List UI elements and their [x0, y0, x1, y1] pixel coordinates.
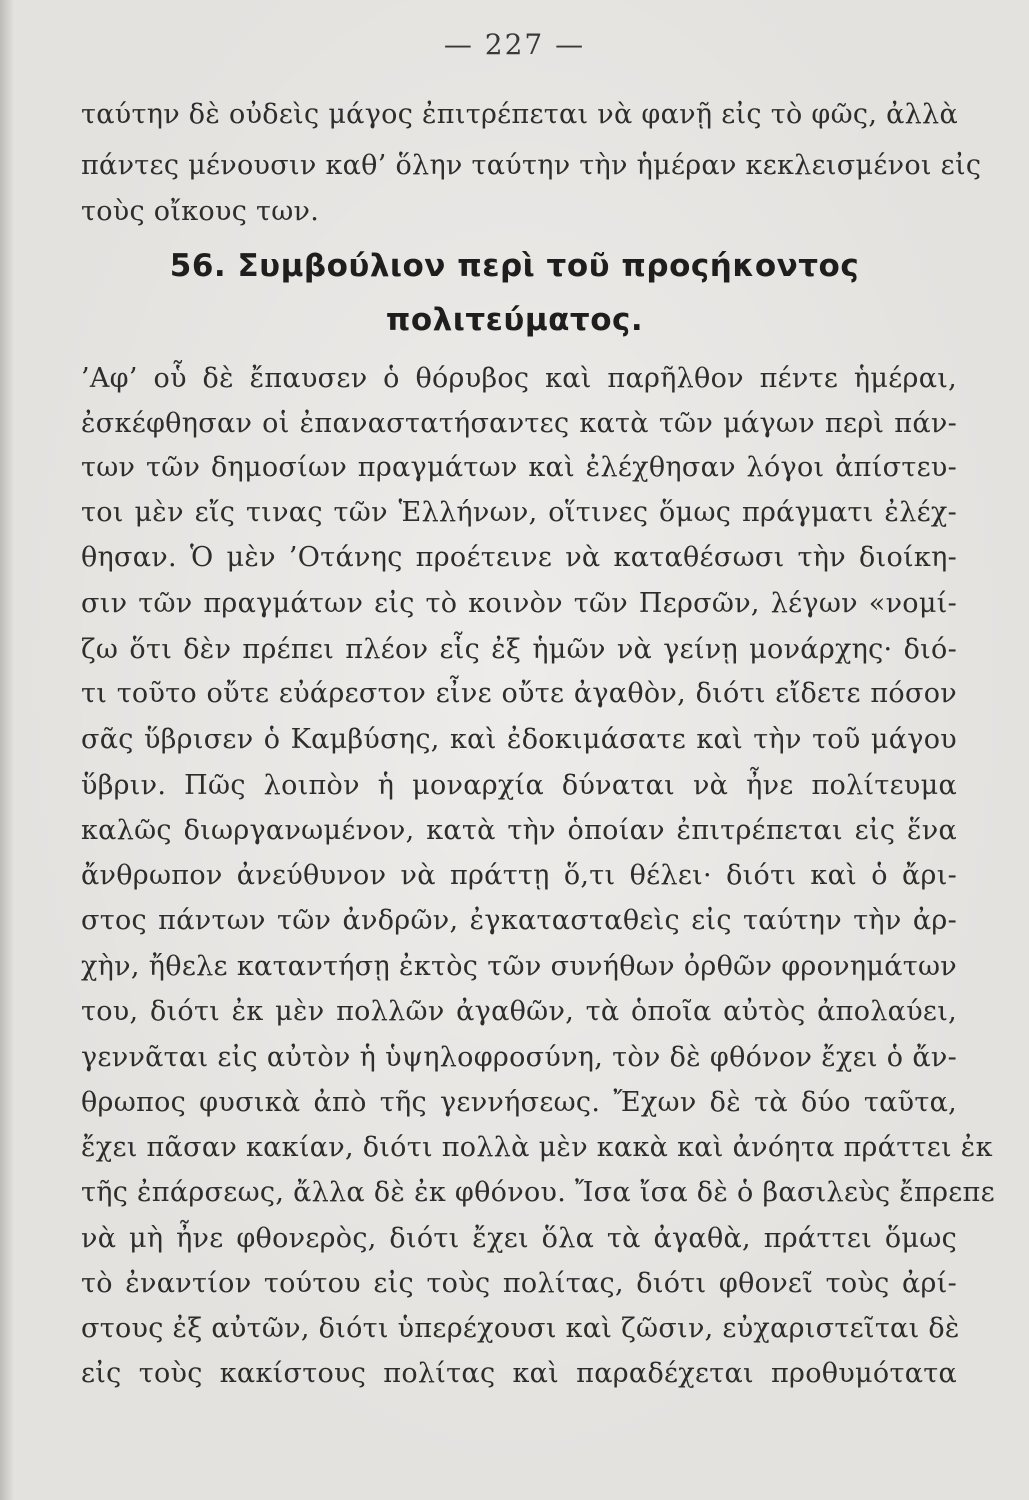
body-line: θησαν. Ὁ μὲν ’Οτάνης προέτεινε νὰ καταθέσωσι τὴν διοίκη- — [81, 542, 957, 573]
body-line: στους ἐξ αὐτῶν, διότι ὑπερέχουσι καὶ ζῶσιν, εὐχαριστεῖται δὲ — [81, 1313, 960, 1344]
body-line: ἐσκέφθησαν οἱ ἐπαναστατήσαντες κατὰ τῶν μάγων περὶ πάν- — [81, 408, 957, 439]
body-line: τῆς ἐπάρσεως, ἄλλα δὲ ἐκ φθόνου. Ἴσα ἴσα δὲ ὁ βασιλεὺς ἔπρεπε — [81, 1177, 995, 1208]
body-line: του, διότι ἐκ μὲν πολλῶν ἀγαθῶν, τὰ ὁποῖα αὐτὸς ἀπολαύει, — [81, 996, 957, 1027]
body-line: ὕβριν. Πῶς λοιπὸν ἡ μοναρχία δύναται νὰ ἦνε πολίτευμα — [81, 770, 957, 801]
body-line: ἔχει πᾶσαν κακίαν, διότι πολλὰ μὲν κακὰ καὶ ἀνόητα πράττει ἐκ — [81, 1132, 993, 1163]
body-line: ζω ὅτι δὲν πρέπει πλέον εἷς ἐξ ἡμῶν νὰ γείνῃ μονάρχης· διό- — [81, 634, 957, 665]
body-line: σιν τῶν πραγμάτων εἰς τὸ κοινὸν τῶν Περσῶν, λέγων «νομί- — [81, 588, 957, 619]
intro-line: τοὺς οἴκους των. — [81, 196, 320, 227]
body-line: τὸ ἐναντίον τούτου εἰς τοὺς πολίτας, διότι φθονεῖ τοὺς ἀρί- — [81, 1268, 957, 1299]
body-line: ’Αφ’ οὗ δὲ ἔπαυσεν ὁ θόρυβος καὶ παρῆλθον πέντε ἡμέραι, — [81, 363, 957, 394]
intro-line: πάντες μένουσιν καθ’ ὅλην ταύτην τὴν ἡμέραν κεκλεισμένοι εἰς — [81, 150, 982, 181]
body-line: θρωπος φυσικὰ ἀπὸ τῆς γεννήσεως. Ἔχων δὲ τὰ δύο ταῦτα, — [81, 1087, 957, 1118]
body-line: τοι μὲν εἴς τινας τῶν Ἑλλήνων, οἵτινες ὅμως πράγματι ἐλέχ- — [81, 497, 957, 528]
section-heading-line-2: πολιτεύματος. — [385, 302, 644, 338]
body-line: χὴν, ἤθελε καταντήσῃ ἐκτὸς τῶν συνήθων ὀρθῶν φρονημάτων — [81, 951, 957, 982]
intro-line: ταύτην δὲ οὐδεὶς μάγος ἐπιτρέπεται νὰ φανῇ εἰς τὸ φῶς, ἀλλὰ — [81, 99, 958, 130]
body-line: γεννᾶται εἰς αὐτὸν ἡ ὑψηλοφροσύνη, τὸν δὲ φθόνον ἔχει ὁ ἄν- — [81, 1042, 957, 1073]
page-edge-shadow — [0, 0, 14, 1500]
body-line: στος πάντων τῶν ἀνδρῶν, ἐγκατασταθεὶς εἰς ταύτην τὴν ἀρ- — [81, 905, 957, 936]
body-line: ἄνθρωπον ἀνεύθυνον νὰ πράττῃ ὅ,τι θέλει· διότι καὶ ὁ ἄρι- — [81, 860, 957, 891]
body-line: τι τοῦτο οὔτε εὐάρεστον εἶνε οὔτε ἀγαθὸν, διότι εἴδετε πόσον — [81, 678, 957, 709]
body-line: σᾶς ὕβρισεν ὁ Καμβύσης, καὶ ἐδοκιμάσατε καὶ τὴν τοῦ μάγου — [81, 724, 957, 755]
section-heading-line-1: 56. Συμβούλιον περὶ τοῦ προςήκοντος — [169, 248, 860, 284]
page-number: — 227 — — [443, 28, 586, 61]
body-line: των τῶν δημοσίων πραγμάτων καὶ ἐλέχθησαν λόγοι ἀπίστευ- — [81, 452, 957, 483]
body-line: καλῶς διωργανωμένον, κατὰ τὴν ὁποίαν ἐπιτρέπεται εἰς ἕνα — [81, 815, 957, 846]
body-line: νὰ μὴ ἦνε φθονερὸς, διότι ἔχει ὅλα τὰ ἀγαθὰ, πράττει ὅμως — [81, 1223, 957, 1254]
body-line: εἰς τοὺς κακίστους πολίτας καὶ παραδέχεται προθυμότατα — [81, 1358, 957, 1389]
